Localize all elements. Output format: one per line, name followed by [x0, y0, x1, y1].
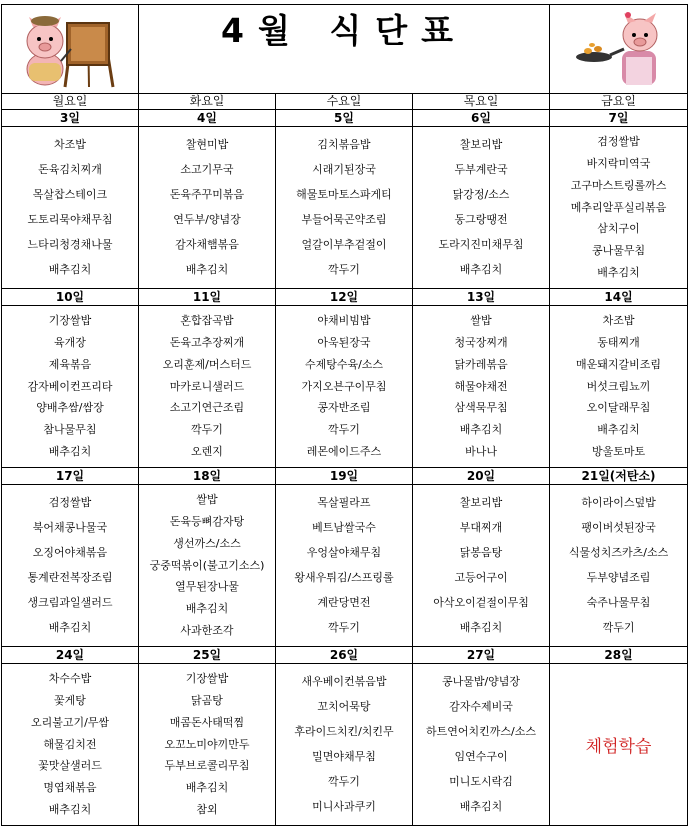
menu-item: 부대찌개: [459, 521, 503, 534]
weekday-thu: 목요일: [413, 94, 550, 110]
menu-item: 기장쌀밥: [48, 313, 92, 327]
menu-item: 도라지진미채무침: [438, 238, 524, 251]
weekday-mon: 월요일: [2, 94, 139, 110]
menu-item: 명엽채볶음: [43, 781, 97, 795]
menu-item: 꼬치어묵탕: [317, 700, 371, 713]
menu-item: 콩나물밥/양념장: [441, 675, 521, 688]
meal-items: [413, 485, 549, 646]
menu-item: 팽이버섯된장국: [581, 521, 656, 534]
menu-item: 가지오븐구이무침: [301, 379, 387, 393]
special-event: 체험학습: [585, 737, 652, 757]
menu-item: 기장쌀밥: [185, 671, 229, 685]
menu-item: 느타리청경채나물: [27, 238, 113, 251]
menu-item: 버섯크림뇨끼: [586, 379, 651, 393]
menu-item: 깍두기: [602, 621, 635, 634]
menu-item: 소고기무국: [180, 163, 234, 176]
menu-item: 하트연어치킨까스/소스: [426, 725, 536, 738]
menu-item: 육개장: [54, 335, 86, 349]
menu-item: 수제탕수육/소스: [304, 357, 384, 371]
meal-cell-fri: [550, 485, 688, 647]
meal-items: [139, 127, 275, 288]
menu-item: 차수수밥: [48, 671, 92, 685]
menu-item: 매운돼지갈비조림: [576, 357, 662, 371]
meal-items: [276, 306, 412, 467]
meal-row: [2, 127, 688, 289]
menu-item: 두부계란국: [454, 163, 508, 176]
meal-items: [2, 306, 138, 467]
date-tue: 11일: [139, 289, 276, 306]
menu-item: 배추김치: [185, 263, 229, 276]
date-fri: 21일(저탄소): [550, 468, 688, 485]
menu-item: 검정쌀밥: [48, 496, 92, 509]
menu-item: 차조밥: [602, 313, 635, 327]
meal-items: [139, 306, 275, 467]
pig-painter-icon: [15, 5, 125, 89]
date-mon: 10일: [2, 289, 139, 306]
date-tue: 4일: [139, 110, 276, 127]
date-mon: 24일: [2, 647, 139, 664]
menu-item: 배추김치: [597, 266, 640, 280]
menu-item: 두부양념조림: [586, 571, 651, 584]
menu-item: 도토리묵야채무침: [27, 213, 113, 226]
menu-item: 얼갈이부추겉절이: [301, 238, 387, 251]
date-fri: 14일: [550, 289, 688, 306]
menu-item: 오이달래무침: [586, 401, 651, 415]
header-row: [2, 5, 688, 94]
menu-item: 하이라이스덮밥: [581, 496, 656, 509]
menu-item: 돈육주꾸미볶음: [169, 188, 245, 201]
date-thu: 13일: [413, 289, 550, 306]
date-fri: 7일: [550, 110, 688, 127]
menu-item: 배추김치: [459, 263, 503, 276]
date-thu: 6일: [413, 110, 550, 127]
menu-item: 야채비빔밥: [317, 313, 371, 327]
meal-items: [550, 127, 687, 288]
menu-item: 통계란전복장조림: [27, 571, 113, 584]
menu-item: 숙주나물무침: [586, 596, 651, 609]
date-mon: 17일: [2, 468, 139, 485]
menu-item: 생크림과일샐러드: [27, 596, 113, 609]
date-thu: 27일: [413, 647, 550, 664]
menu-item: 양배추쌈/쌈장: [36, 401, 104, 415]
menu-item: 깍두기: [328, 423, 360, 437]
meal-cell-mon: [2, 306, 139, 468]
menu-item: 꽃맛살샐러드: [38, 759, 102, 773]
menu-item: 배추김치: [459, 423, 503, 437]
menu-item: 오리훈제/머스터드: [162, 357, 252, 371]
menu-item: 식물성치즈카츠/소스: [568, 546, 669, 559]
date-tue: 18일: [139, 468, 276, 485]
menu-item: 닭봉음탕: [459, 546, 503, 559]
menu-item: 찰현미밥: [185, 138, 229, 151]
meal-items: [2, 127, 138, 288]
meal-cell-thu: [413, 306, 550, 468]
meal-cell-thu: [413, 485, 550, 647]
date-row: [2, 110, 688, 127]
menu-item: 동그랑땡전: [454, 213, 508, 226]
menu-item: 열무된장나물: [175, 580, 239, 594]
menu-item: 참외: [196, 803, 218, 817]
meal-items: [2, 485, 138, 646]
menu-item: 계란당면전: [317, 596, 371, 609]
menu-item: 아욱된장국: [317, 335, 371, 349]
date-tue: 25일: [139, 647, 276, 664]
menu-item: 차조밥: [54, 138, 86, 151]
meal-items: [276, 485, 412, 646]
menu-item: 닭강정/소스: [452, 188, 510, 201]
menu-item: 닭곰탕: [191, 693, 223, 707]
menu-item: 닭카레볶음: [454, 357, 508, 371]
meal-cell-tue: [139, 127, 276, 289]
meal-items: [413, 306, 549, 467]
date-thu: 20일: [413, 468, 550, 485]
menu-item: 돈육등뼈감자탕: [169, 514, 245, 528]
meal-row: [2, 306, 688, 468]
meal-items: [550, 306, 687, 467]
meal-items: [276, 127, 412, 288]
menu-item: 청국장찌개: [454, 335, 508, 349]
menu-item: 배추김치: [185, 602, 229, 616]
menu-item: 베트남쌀국수: [312, 521, 376, 534]
menu-item: 아삭오이겉절이무침: [433, 596, 529, 609]
meal-cell-thu: [413, 127, 550, 289]
menu-item: 오징어야채볶음: [32, 546, 108, 559]
menu-item: 오리불고기/무쌈: [30, 715, 110, 729]
menu-item: 검정쌀밥: [597, 134, 640, 148]
menu-item: 왕새우튀김/스프링롤: [294, 571, 394, 584]
menu-item: 삼치구이: [597, 222, 640, 236]
weekday-fri: 금요일: [550, 94, 688, 110]
date-mon: 3일: [2, 110, 139, 127]
meal-cell-mon: [2, 485, 139, 647]
menu-item: 미니도시락김: [449, 775, 513, 788]
menu-item: 미니사과쿠키: [312, 800, 376, 813]
menu-item: 목살찹스테이크: [32, 188, 108, 201]
meal-cell-tue: [139, 306, 276, 468]
menu-item: 깍두기: [328, 621, 360, 634]
menu-item: 해물김치전: [43, 737, 97, 751]
meal-cell-wed: [276, 306, 413, 468]
menu-item: 쌀밥: [196, 492, 218, 506]
menu-item: 배추김치: [48, 445, 92, 459]
weekday-row: [2, 94, 688, 110]
menu-item: 해물토마토스파게티: [296, 188, 392, 201]
menu-item: 찰보리밥: [459, 496, 503, 509]
menu-item: 밀면야채무침: [312, 750, 376, 763]
menu-item: 고등어구이: [454, 571, 508, 584]
menu-item: 감자채햄볶음: [175, 238, 239, 251]
menu-item: 깍두기: [328, 263, 360, 276]
meal-cell-mon: [2, 127, 139, 289]
menu-item: 제육볶음: [48, 357, 92, 371]
menu-item: 매콤돈사태떡찜: [169, 715, 245, 729]
menu-item: 배추김치: [48, 803, 92, 817]
menu-item: 마카로니샐러드: [169, 379, 245, 393]
date-wed: 19일: [276, 468, 413, 485]
menu-item: 동태찌개: [597, 335, 640, 349]
menu-item: 참나물무침: [43, 423, 97, 437]
menu-item: 오꼬노미야끼만두: [164, 737, 250, 751]
date-wed: 5일: [276, 110, 413, 127]
date-row: [2, 468, 688, 485]
date-wed: 26일: [276, 647, 413, 664]
menu-item: 콩자반조림: [317, 401, 371, 415]
meal-cell-tue: [139, 485, 276, 647]
left-illustration-cell: [2, 5, 139, 94]
page-title: 4월 식단표: [139, 5, 550, 94]
menu-item: 후라이드치킨/치킨무: [294, 725, 394, 738]
pig-cook-icon: [564, 5, 674, 89]
menu-table: [1, 4, 688, 826]
meal-items: [413, 127, 549, 288]
menu-item: 혼합잡곡밥: [180, 313, 234, 327]
meal-items: [139, 485, 275, 646]
meal-cell-wed: [276, 485, 413, 647]
menu-item: 배추김치: [185, 781, 229, 795]
menu-item: 배추김치: [48, 263, 92, 276]
menu-item: 부들어묵곤약조림: [301, 213, 387, 226]
menu-item: 감자베이컨프리타: [27, 379, 113, 393]
menu-item: 김치볶음밥: [317, 138, 371, 151]
right-illustration-cell: [550, 5, 688, 94]
weeks-body: [2, 110, 688, 826]
menu-item: 감자수제비국: [449, 700, 513, 713]
menu-item: 오렌지: [191, 445, 223, 459]
menu-item: 배추김치: [597, 423, 640, 437]
menu-item: 메추리알푸실리볶음: [570, 200, 667, 214]
meal-cell-fri: [550, 306, 688, 468]
menu-item: 레몬에이드주스: [306, 445, 382, 459]
meal-items: [550, 485, 687, 646]
menu-item: 북어채콩나물국: [32, 521, 108, 534]
menu-item: 방울토마토: [591, 445, 646, 459]
menu-item: 고구마스트링롤까스: [570, 178, 667, 192]
menu-item: 시래기된장국: [312, 163, 376, 176]
menu-item: 우엉살야채무침: [306, 546, 382, 559]
menu-item: 새우베이컨볶음밥: [301, 675, 387, 688]
menu-item: 연두부/양념장: [173, 213, 241, 226]
menu-item: 찰보리밥: [459, 138, 503, 151]
menu-item: 배추김치: [48, 621, 92, 634]
menu-item: 쌀밥: [470, 313, 492, 327]
menu-item: 바지락미역국: [586, 156, 651, 170]
meal-cell-wed: [276, 127, 413, 289]
menu-item: 궁중떡볶이(불고기소스): [149, 558, 265, 572]
meal-row: [2, 485, 688, 647]
weekday-tue: 화요일: [139, 94, 276, 110]
menu-item: 삼색묵무침: [454, 401, 508, 415]
date-row: [2, 289, 688, 306]
menu-item: 임연수구이: [454, 750, 508, 763]
menu-item: 콩나물무침: [591, 244, 646, 258]
date-wed: 12일: [276, 289, 413, 306]
date-fri: 28일: [550, 647, 688, 664]
weekday-wed: 수요일: [276, 94, 413, 110]
date-row: [2, 647, 688, 664]
menu-item: 돈육고추장찌개: [169, 335, 245, 349]
menu-item: 바나나: [465, 445, 497, 459]
menu-item: 돈육김치찌개: [38, 163, 102, 176]
menu-item: 꽃게탕: [54, 693, 86, 707]
menu-item: 사과한조각: [180, 624, 234, 638]
meal-cell-fri: [550, 127, 688, 289]
menu-item: 해물야채전: [454, 379, 508, 393]
menu-item: 배추김치: [459, 621, 503, 634]
menu-item: 배추김치: [459, 800, 503, 813]
menu-item: 목살필라프: [317, 496, 371, 509]
menu-item: 깍두기: [328, 775, 360, 788]
menu-item: 깍두기: [191, 423, 223, 437]
menu-item: 생선까스/소스: [173, 536, 241, 550]
menu-item: 소고기연근조림: [169, 401, 245, 415]
menu-item: 두부브로콜리무침: [164, 759, 250, 773]
